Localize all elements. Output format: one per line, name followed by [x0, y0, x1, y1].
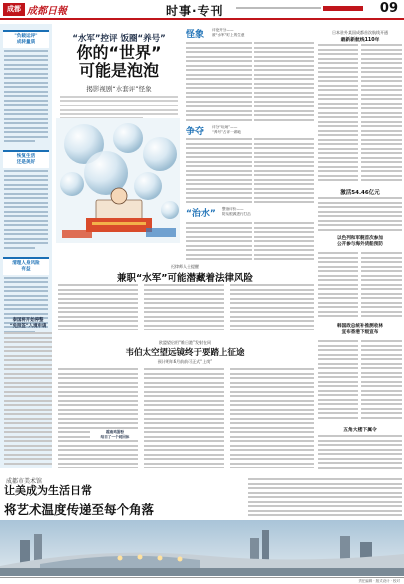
main-article-kicker: “水军”控评 饭圈“养号”	[72, 34, 166, 44]
sidebar-item-heading: 清理人身风险 有益	[3, 257, 49, 275]
lower-article-column-3	[230, 368, 314, 468]
lower-article-title: 韦伯太空望远镜终于要踏上征途	[125, 348, 245, 358]
right-column-headline: 最新新航线110年	[340, 38, 380, 43]
lower-article-column-1	[58, 368, 138, 468]
sidebar-item-heading: 恢复生活 还是美好	[3, 150, 49, 168]
tag-title-guaixiang: 怪象	[186, 30, 205, 40]
museum-photo-image	[0, 520, 404, 576]
side-article-column-3	[186, 138, 252, 204]
lower-article-box-label: 越南鸡蛋粉 结目了一个同回体	[90, 430, 140, 440]
tag-side-zhishui: 整治评价—— 防从根源进行打击	[222, 207, 251, 216]
right-box1-title: 激活54.46亿元	[340, 190, 380, 196]
right-box3-text-b	[361, 340, 402, 420]
lower-left-text	[4, 332, 52, 466]
side-article-column-2	[254, 42, 314, 122]
right-box4-text	[318, 435, 402, 469]
tag-side-guaixiang: 评论开分—— 被“水军”盯上的生意	[212, 28, 245, 37]
main-article-headline	[56, 44, 182, 80]
page-footer	[0, 577, 404, 584]
mid-article-column-1	[58, 284, 138, 330]
sidebar-item-body	[0, 170, 52, 249]
bubbles-image	[56, 118, 180, 243]
feature-headline-line-1: 让美成为生活日常	[4, 484, 92, 497]
mid-article-title: 兼职“水军”可能潜藏着法律风险	[117, 273, 253, 284]
sidebar-item-body	[0, 50, 52, 142]
right-column-kicker: 日本驻外某国成都首次航线开通	[332, 30, 388, 35]
right-column-text-a	[318, 44, 358, 184]
right-box3-title: 韩国政总统补推测收林 宣布香港下级宣布	[337, 324, 383, 335]
footer-credits: 责任编辑 · 版式设计 · 校对	[358, 579, 400, 583]
mid-article-column-2	[144, 284, 224, 330]
sidebar-item-heading: "负载运评" 成转量质	[3, 30, 49, 48]
tag-side-zhengduo: 评分“玩场”—— “养号”占评一席地	[212, 125, 241, 134]
headline-line-1: 你的“世界”	[76, 43, 162, 62]
feature-text	[248, 478, 402, 518]
lower-left-title	[4, 318, 52, 329]
right-box3-text-a	[318, 340, 358, 420]
side-article-column-4	[254, 138, 314, 204]
right-box2-title: 以色列和军舰首次参加 公开参与海外货船预防	[337, 236, 383, 247]
side-article-column-5	[186, 222, 252, 260]
side-article-column-6	[254, 222, 314, 260]
right-box4-title: 五角大楼下属令	[343, 428, 377, 433]
tag-title-zhengduo: 争夺	[186, 127, 205, 137]
main-article-subline: 揭影视剧“水套评”怪象	[86, 85, 152, 93]
side-article-column-1	[186, 42, 252, 122]
newspaper-logo-name: 成都日報	[27, 6, 67, 17]
lower-article-subtitle: 预计明年6月前前可正式“上岗”	[157, 359, 213, 364]
lower-article-column-2	[144, 368, 224, 468]
section-title: 时事·专刊	[166, 4, 224, 18]
header-red-bar	[323, 6, 363, 11]
newspaper-logo-badge: 成都	[3, 3, 25, 16]
feature-photo	[0, 520, 404, 576]
lower-left-title-line-2: “免照签”入境申请	[9, 323, 47, 329]
lower-article-kicker: 欧盟望启用“维日港”发射在同	[158, 340, 212, 345]
feature-headline-line-2: 将艺术温度传递至每个角落	[4, 502, 155, 517]
page-number: 09	[379, 1, 398, 16]
tag-title-zhishui: “治水”	[186, 209, 216, 219]
mid-article-kicker: 迟律师人士提醒	[171, 264, 199, 269]
right-box2-text-b	[361, 252, 402, 320]
page-header	[0, 0, 404, 20]
mid-article-column-3	[230, 284, 314, 330]
right-box2-text-a	[318, 252, 358, 320]
headline-line-2: 可能是泡泡	[78, 61, 159, 80]
lower-left-title-line-1: 泰国将开始停整	[12, 318, 44, 323]
right-column-text-b	[361, 44, 402, 184]
right-box1-text	[318, 197, 402, 233]
bubble-illustration	[56, 118, 180, 243]
feature-small-title: 成都市美术馆	[6, 478, 43, 485]
